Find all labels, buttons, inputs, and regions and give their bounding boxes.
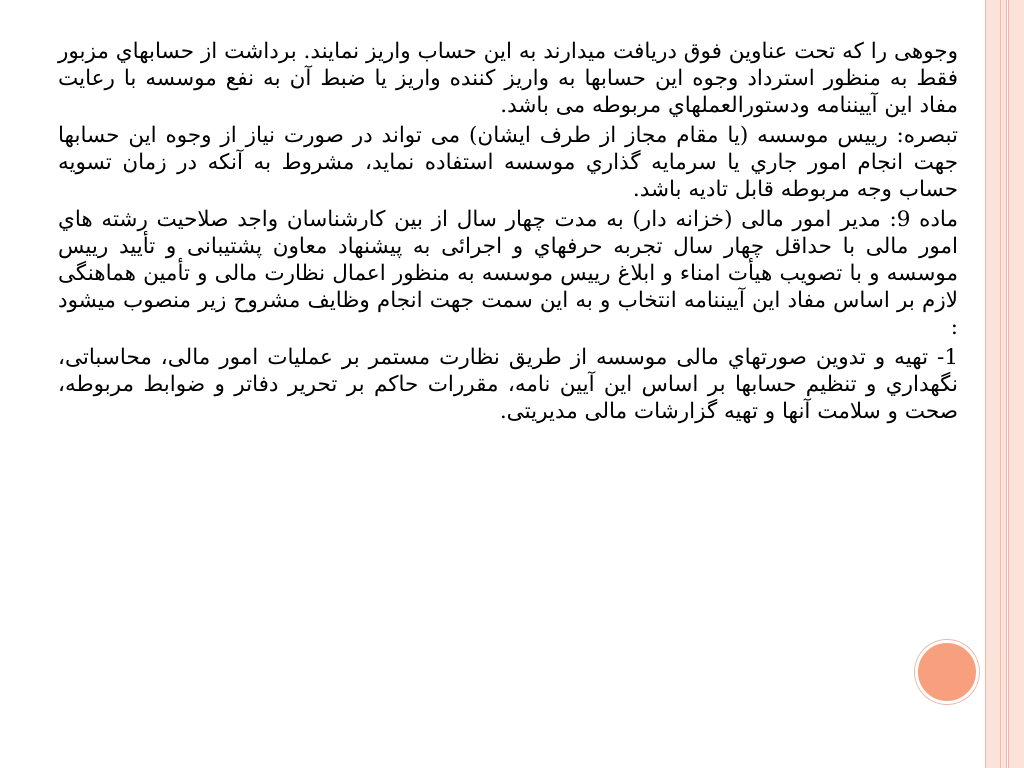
slide-text-body	[30, 38, 958, 428]
paragraph-article-9: ماده 9: مدیر امور مالی (خزانه دار) به مدت چهار سال از بین کارشناسان واجد صلاحیت رشته هاي امور مالی با حداقل چهار سال تجربه حرفهاي و اجرائی به پیشنهاد معاون پشتیبانی و تأیید رییس موسسه و با تصویب هیأت امناء و ابلاغ رییس موسسه به منظور اعمال نظارت مالی و تأمین هماهنگی لازم بر اساس مفاد این آییننامه انتخاب و به این سمت جهت انجام وظایف مشروح زیر منصوب میشود :	[58, 207, 959, 340]
paragraph-note: تبصره: رییس موسسه (یا مقام مجاز از طرف ایشان) می تواند در صورت نیاز از وجوه این حسابها جهت انجام امور جاري یا سرمایه گذاري موسسه استفاده نماید، مشروط به آنکه در زمان تسویه حساب وجه مربوطه قابل تادیه باشد.	[58, 123, 958, 202]
paragraph-duty-1: 1- تهیه و تدوین صورتهاي مالی موسسه از طریق نظارت مستمر بر عملیات امور مالی، محاسباتی، نگهداري و تنظیم حسابها بر اساس این آیین نامه، مقررات حاکم بر تحریر دفاتر و ضوابط مربوطه، صحت و سلامت آنها و تهیه گزارشات مالی مدیریتی.	[58, 345, 958, 424]
stripe-edge	[1008, 0, 1024, 768]
paragraph-deposit-accounts: وجوهی را که تحت عناوین فوق دریافت میدارند به این حساب واریز نمایند. برداشت از حسابهاي مزبور فقط به منظور استرداد وجوه این حسابها به واریز کننده واریز یا ضبط آن به نفع موسسه با رعایت مفاد این آییننامه ودستورالعملهاي مربوطه می باشد.	[58, 39, 958, 118]
stripe-wide	[985, 0, 1001, 768]
decorative-circle	[915, 640, 979, 704]
decorative-side-stripes	[976, 0, 1024, 768]
stripe-narrow	[1001, 0, 1007, 768]
